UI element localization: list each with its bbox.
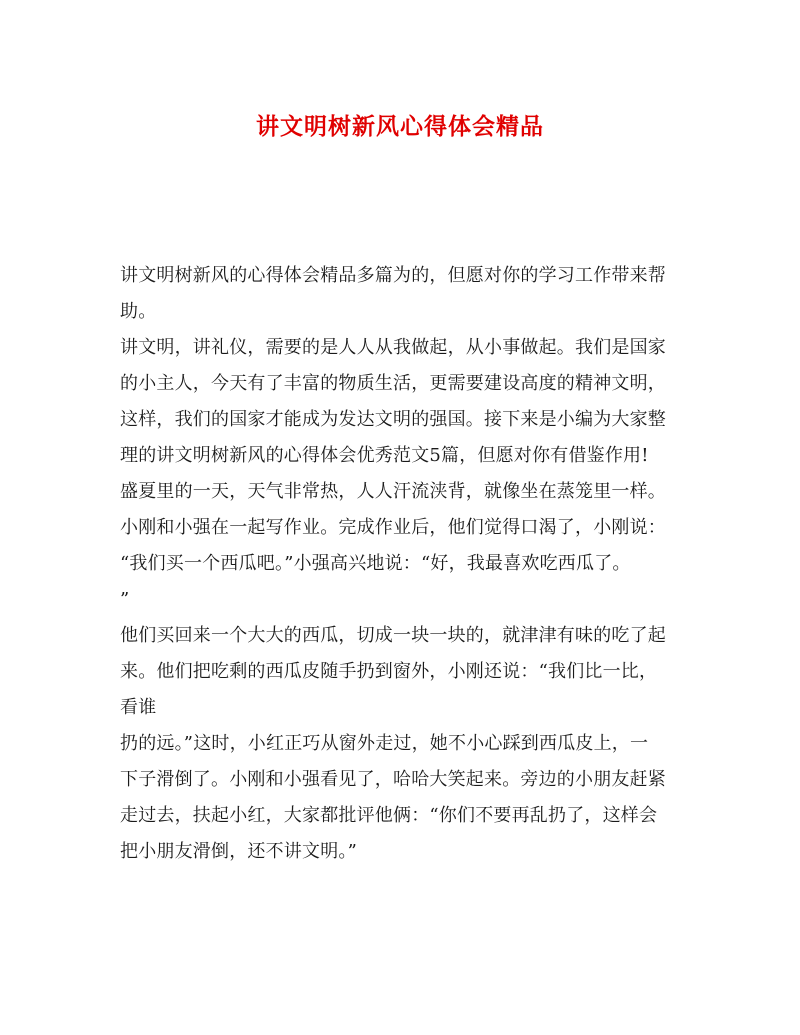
text-line: 理的讲文明树新风的心得体会优秀范文5篇，但愿对你有借鉴作用! [120, 445, 649, 466]
text-line: 把小朋友滑倒，还不讲文明。” [120, 841, 358, 862]
text-line: 下子滑倒了。小刚和小强看见了，哈哈大笑起来。旁边的小朋友赶紧 [120, 769, 666, 790]
text-line: 助。 [120, 301, 157, 322]
document-title: 讲文明树新风心得体会精品 [256, 113, 544, 140]
text-line: 盛夏里的一天，天气非常热，人人汗流浃背，就像坐在蒸笼里一样。 [120, 481, 666, 502]
text-line: ” [120, 589, 130, 610]
text-line: “我们买一个西瓜吧。”小强高兴地说：“好，我最喜欢吃西瓜了。 [120, 553, 631, 574]
text-line: 走过去，扶起小红，大家都批评他俩：“你们不要再乱扔了，这样会 [120, 805, 658, 826]
text-line: 讲文明，讲礼仪，需要的是人人从我做起，从小事做起。我们是国家 [120, 337, 666, 358]
text-line: 的小主人，今天有了丰富的物质生活，更需要建设高度的精神文明， [120, 373, 666, 394]
text-line: 来。他们把吃剩的西瓜皮随手扔到窗外，小刚还说：“我们比一比， [120, 661, 658, 682]
document-body [120, 258, 680, 870]
text-line: 他们买回来一个大大的西瓜，切成一块一块的，就津津有味的吃了起 [120, 625, 666, 646]
text-line: 小刚和小强在一起写作业。完成作业后，他们觉得口渴了，小刚说： [120, 517, 666, 538]
text-line: 扔的远。”这时，小红正巧从窗外走过，她不小心踩到西瓜皮上，一 [120, 733, 649, 754]
text-line: 讲文明树新风的心得体会精品多篇为的，但愿对你的学习工作带来帮 [120, 265, 666, 286]
text-line: 看谁 [120, 697, 157, 718]
text-line: 这样，我们的国家才能成为发达文明的强国。接下来是小编为大家整 [120, 409, 666, 430]
